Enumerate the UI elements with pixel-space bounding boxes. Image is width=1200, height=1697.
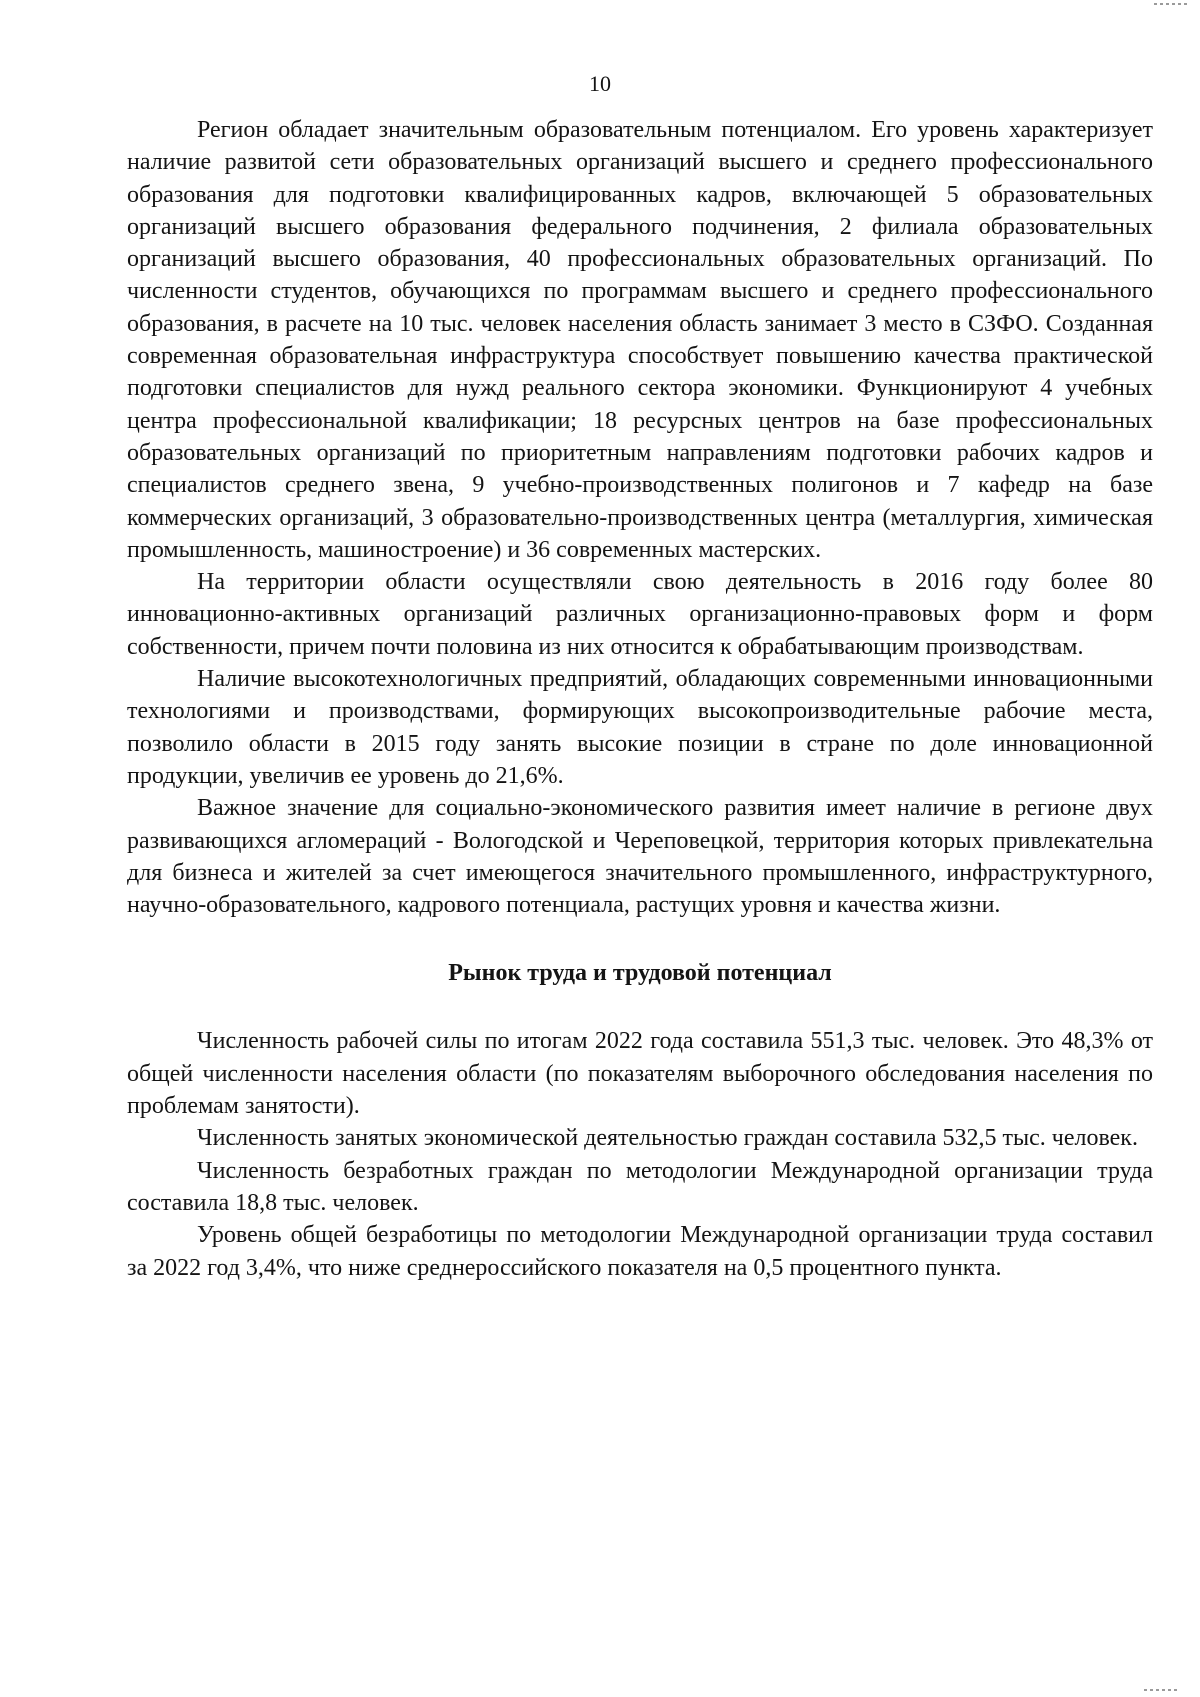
paragraph-unemployment-rate: Уровень общей безработицы по методологии Международной организации труда составил за 2022 год 3,4%, что ниже среднероссийского показателя на 0,5 процентного пункта. xyxy=(127,1222,1153,1281)
paragraph-unemployed: Численность безработных граждан по методологии Международной организации труда составила 18,8 тыс. человек. xyxy=(127,1157,1153,1216)
paragraph-high-tech-enterprises: Наличие высокотехнологичных предприятий, обладающих современными инновационными технологиями и производствами, формирующих высокопроизводительные рабочие места, позволило области в 2015 году занять высокие позиции в стране по доле инновационной продукции, увеличив ее уровень до 21,6%. xyxy=(127,666,1153,789)
page-number: 10 xyxy=(589,71,611,96)
scan-artifact-bottom xyxy=(1144,1689,1178,1691)
paragraph-labor-force: Численность рабочей силы по итогам 2022 года составила 551,3 тыс. человек. Это 48,3% от общей численности населения области (по показателям выборочного обследования населения по проблемам занятости). xyxy=(127,1028,1153,1120)
section-heading: Рынок труда и трудовой потенциал xyxy=(448,960,832,987)
paragraph-innovation-organizations: На территории области осуществляли свою деятельность в 2016 году более 80 инновационно-активных организаций различных организационно-правовых форм и форм собственности, причем почти половина из них относится к обрабатывающим производствам. xyxy=(127,569,1153,660)
paragraph-employed: Численность занятых экономической деятельностью граждан составила 532,5 тыс. человек. xyxy=(197,1125,1138,1152)
paragraph-education: Регион обладает значительным образовательным потенциалом. Его уровень характеризует наличие развитой сети образовательных организаций высшего и среднего профессионального образования для подготовки квалифицированных кадров, включающей 5 образовательных организаций высшего образования федерального подчинения, 2 филиала образовательных организаций высшего образования, 40 профессиональных образовательных организаций. По численности студентов, обучающихся по программам высшего и среднего профессионального образования, в расчете на 10 тыс. человек населения область занимает 3 место в СЗФО. Созданная современная образовательная инфраструктура способствует повышению качества практической подготовки специалистов для нужд реального сектора экономики. Функционируют 4 учебных центра профессиональной квалификации; 18 ресурсных центров на базе профессиональных образовательных организаций по приоритетным направлениям подготовки рабочих кадров и специалистов среднего звена, 9 учебно-производственных полигонов и 7 кафедр на базе коммерческих организаций, 3 образовательно-производственных центра (металлургия, химическая промышленность, машиностроение) и 36 современных мастерских. xyxy=(127,117,1153,563)
document-body xyxy=(127,114,1153,1284)
paragraph-agglomerations: Важное значение для социально-экономического развития имеет наличие в регионе двух развивающихся агломераций - Вологодской и Череповецкой, территория которых привлекательна для бизнеса и жителей за счет имеющегося значительного промышленного, инфраструктурного, научно-образовательного, кадрового потенциала, растущих уровня и качества жизни. xyxy=(127,795,1153,919)
scan-artifact-top xyxy=(1154,3,1188,5)
